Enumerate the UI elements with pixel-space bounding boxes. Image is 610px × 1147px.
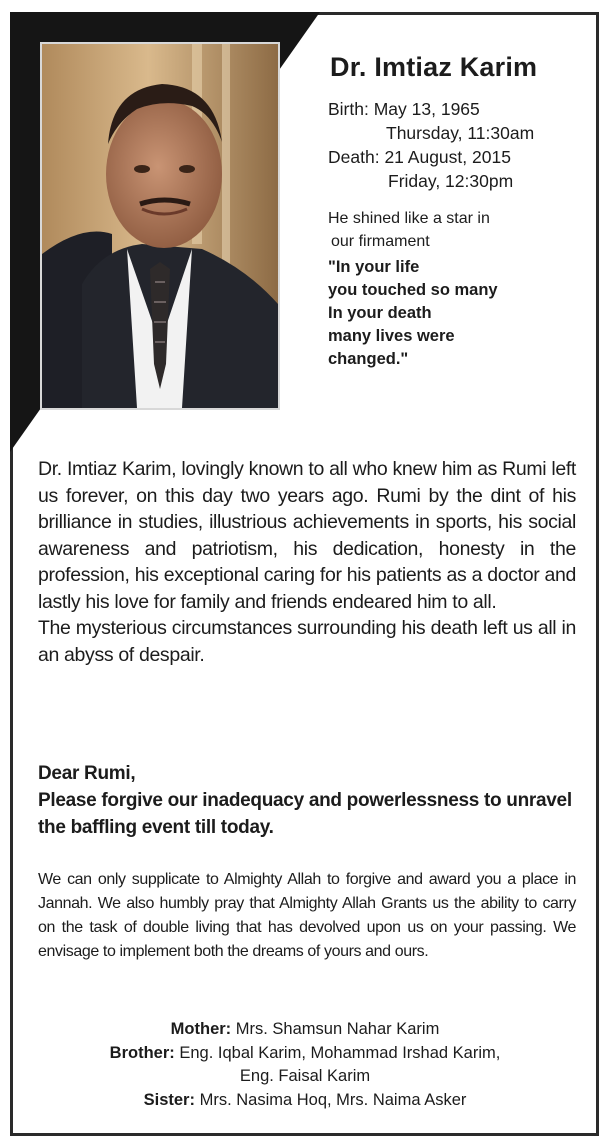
quote-line: In your death — [328, 304, 432, 322]
header-block — [300, 52, 590, 371]
tribute-paragraph-2: The mysterious circumstances surrounding his death left us all in an abyss of despair. — [38, 617, 576, 666]
birth-date: May 13, 1965 — [373, 99, 480, 119]
brother-line — [30, 1042, 580, 1066]
tagline-line-1: He shined like a star in — [328, 210, 490, 227]
mother-names: Mrs. Shamsun Nahar Karim — [235, 1020, 440, 1038]
tagline-line-2: our firmament — [331, 233, 430, 250]
death-line — [328, 145, 590, 169]
mother-line — [30, 1018, 580, 1042]
tagline — [328, 207, 590, 253]
sister-names: Mrs. Nasima Hoq, Mrs. Naima Asker — [199, 1090, 467, 1109]
deceased-name: Dr. Imtiaz Karim — [330, 52, 538, 82]
sister-label: Sister: — [143, 1090, 195, 1109]
birth-line — [328, 97, 590, 121]
brother-names-cont: Eng. Faisal Karim — [239, 1067, 371, 1085]
family-list — [30, 1018, 580, 1112]
tribute-body — [38, 456, 576, 668]
quote-line: many lives were — [328, 327, 455, 345]
life-dates — [328, 97, 590, 193]
tribute-paragraph-1: Dr. Imtiaz Karim, lovingly known to all who knew him as Rumi left us forever, on this day two years ago. Rumi by the dint of his brilliance in studies, illustrious achievements in sports, his social awareness and patriotism, his dedication, honesty in the profession, his exceptional caring for his patients as a doctor and lastly his love for family and friends endeared him to all. — [38, 458, 576, 613]
quote-line: "In your life — [328, 258, 420, 276]
death-label: Death: — [328, 147, 380, 167]
portrait-photo — [40, 42, 280, 410]
salutation: Dear Rumi, — [38, 763, 136, 784]
sister-line — [30, 1089, 580, 1113]
apology-message: Please forgive our inadequacy and powerlessness to unravel the baffling event till today. — [38, 790, 572, 838]
birth-time: Thursday, 11:30am — [386, 123, 535, 143]
quote-line: changed." — [328, 350, 409, 368]
quote-line: you touched so many — [328, 281, 498, 299]
death-date: 21 August, 2015 — [384, 147, 511, 167]
brother-label: Brother: — [109, 1043, 175, 1062]
memorial-quote — [328, 256, 590, 371]
mother-label: Mother: — [170, 1020, 232, 1038]
birth-label: Birth: — [328, 99, 369, 119]
greeting-block — [38, 760, 578, 841]
brother-names: Eng. Iqbal Karim, Mohammad Irshad Karim, — [179, 1043, 501, 1062]
closing-prayer: We can only supplicate to Almighty Allah to forgive and award you a place in Jannah. We also humbly pray that Almighty Allah Grants us the ability to carry on the task of double living that has devolved upon us on your passing. We envisage to implement both the dreams of yours and ours. — [38, 871, 576, 960]
death-time: Friday, 12:30pm — [388, 171, 514, 191]
